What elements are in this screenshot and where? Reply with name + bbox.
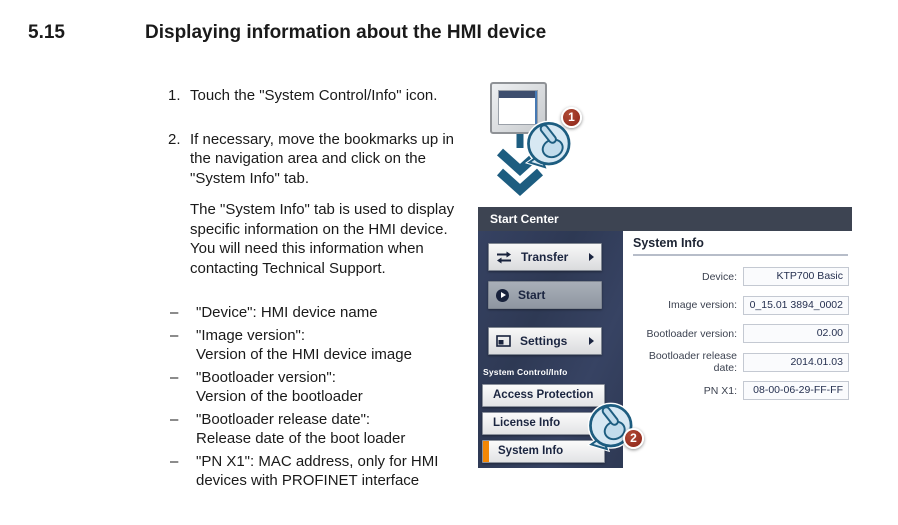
bullet-text bbox=[196, 368, 452, 406]
step-2-number: 2. bbox=[168, 130, 181, 148]
submenu-arrow-icon bbox=[589, 253, 594, 261]
field-row bbox=[623, 350, 852, 374]
field-row bbox=[623, 267, 852, 286]
system-info-fields bbox=[623, 267, 852, 410]
pn-x1-field-value: 08-00-06-29-FF-FF bbox=[743, 381, 849, 400]
image-version-field-label: Image version: bbox=[668, 299, 737, 311]
transfer-button[interactable] bbox=[488, 243, 602, 271]
list-item bbox=[170, 452, 460, 490]
bullet-dash: – bbox=[170, 411, 179, 428]
tab-access-protection[interactable]: Access Protection bbox=[482, 384, 605, 407]
bullet-desc: Release date of the boot loader bbox=[196, 430, 406, 447]
field-row bbox=[623, 381, 852, 400]
bullet-dash: – bbox=[170, 369, 179, 386]
active-tab-accent bbox=[483, 441, 489, 462]
bullet-dash: – bbox=[170, 327, 179, 344]
touch-cursor-icon bbox=[523, 120, 573, 172]
play-icon bbox=[496, 289, 509, 302]
list-item bbox=[170, 303, 460, 322]
bullet-desc: Version of the bootloader bbox=[196, 388, 363, 405]
list-item bbox=[170, 410, 460, 448]
bullet-text bbox=[196, 410, 452, 448]
bullet-desc: Version of the HMI device image bbox=[196, 346, 412, 363]
bullet-term: "Bootloader release date": bbox=[196, 411, 371, 428]
start-label: Start bbox=[518, 288, 546, 302]
bullet-term: "Device": HMI device name bbox=[196, 304, 378, 321]
step-2 bbox=[168, 130, 464, 189]
step-badge-1: 1 bbox=[561, 107, 582, 128]
instruction-steps bbox=[168, 86, 464, 212]
device-field-value: KTP700 Basic bbox=[743, 267, 849, 286]
panel-screen-topbar bbox=[499, 91, 537, 98]
image-version-field-value: 0_15.01 3894_0002 bbox=[743, 296, 849, 315]
start-button[interactable] bbox=[488, 281, 602, 309]
bullet-dash: – bbox=[170, 304, 179, 321]
bullet-term: "Image version": bbox=[196, 327, 306, 344]
bootloader-release-date-field-label: Bootloader release date: bbox=[648, 350, 737, 374]
device-field-label: Device: bbox=[701, 270, 737, 283]
transfer-label: Transfer bbox=[521, 250, 569, 264]
description-paragraph: The "System Info" tab is used to display specific information on the HMI device. You will need this information when contacting Technical Support. bbox=[190, 201, 455, 277]
bullet-text bbox=[196, 303, 452, 322]
step-2-text: If necessary, move the bookmarks up in the navigation area and click on the "System Info" tab. bbox=[190, 130, 455, 187]
step-1 bbox=[168, 86, 464, 106]
settings-label: Settings bbox=[520, 334, 568, 348]
bootloader-release-date-field-value: 2014.01.03 bbox=[743, 353, 849, 372]
tab-system-info-label: System Info bbox=[498, 445, 564, 457]
bullet-term: "PN X1": MAC address, only for HMI devices with PROFINET interface bbox=[196, 453, 439, 489]
panel-divider bbox=[633, 254, 848, 256]
system-info-panel bbox=[623, 231, 852, 468]
transfer-arrows-icon bbox=[496, 251, 512, 264]
field-row bbox=[623, 324, 852, 343]
system-control-info-section-label: System Control/Info bbox=[483, 367, 568, 377]
settings-button[interactable] bbox=[488, 327, 602, 355]
page-title: Displaying information about the HMI device bbox=[145, 22, 547, 43]
submenu-arrow-icon bbox=[589, 337, 594, 345]
step-badge-2: 2 bbox=[623, 428, 644, 449]
bullet-text bbox=[196, 452, 452, 490]
step-1-number: 1. bbox=[168, 87, 181, 104]
list-item bbox=[170, 368, 460, 406]
bullet-dash: – bbox=[170, 453, 179, 470]
bullet-text bbox=[196, 326, 452, 364]
panel-title: System Info bbox=[633, 236, 704, 250]
section-number: 5.15 bbox=[28, 22, 65, 43]
pn-x1-field-label: PN X1: bbox=[703, 384, 737, 397]
window-titlebar: Start Center bbox=[478, 207, 852, 231]
bootloader-version-field-label: Bootloader version: bbox=[646, 327, 737, 340]
bootloader-version-field-value: 02.00 bbox=[743, 324, 849, 343]
list-item bbox=[170, 326, 460, 364]
start-center-window bbox=[478, 207, 852, 468]
bullet-term: "Bootloader version": bbox=[196, 369, 336, 386]
step-1-text: Touch the "System Control/Info" icon. bbox=[190, 87, 438, 104]
field-definition-list bbox=[170, 303, 460, 494]
field-row bbox=[623, 296, 852, 315]
tab-license-info[interactable]: License Info bbox=[482, 412, 605, 435]
settings-panel-icon bbox=[496, 335, 511, 347]
